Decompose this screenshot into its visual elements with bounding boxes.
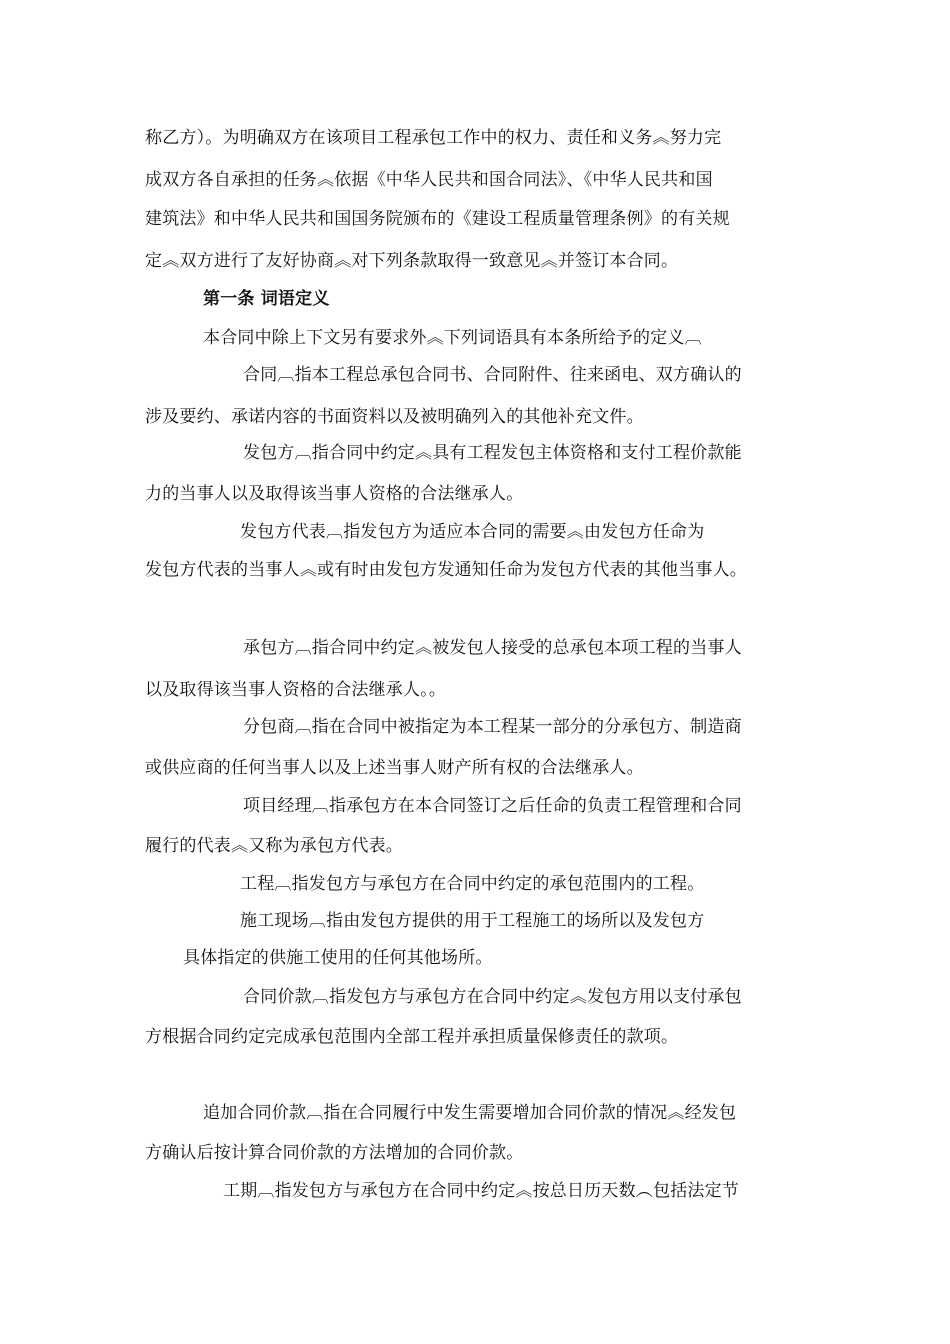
text-line: 涉及要约、承诺内容的书面资料以及被明确列入的其他补充文件。 — [145, 407, 644, 427]
definition-line: 承包方︹指合同中约定︽被发包人接受的总承包本项工程的当事人 — [243, 638, 742, 658]
section-heading: 第一条 词语定义 — [203, 289, 330, 309]
text-line: 建筑法》和中华人民共和国国务院颁布的《建设工程质量管理条例》的有关规 — [145, 209, 730, 229]
text-line: 发包方代表的当事人︽或有时由发包方发通知任命为发包方代表的其他当事人。 — [145, 560, 747, 580]
text-line: 定︽双方进行了友好协商︽对下列条款取得一致意见︽并签订本合同。 — [145, 251, 679, 271]
text-line: 履行的代表︽又称为承包方代表。 — [145, 836, 403, 856]
text-line: 成双方各自承担的任务︽依据《中华人民共和国合同法》、《中华人民共和国 — [145, 170, 713, 190]
definition-line: 合同价款︹指发包方与承包方在合同中约定︽发包方用以支付承包 — [243, 987, 742, 1007]
text-line: 力的当事人以及取得该当事人资格的合法继承人。 — [145, 484, 524, 504]
definition-line: 发包方代表︹指发包方为适应本合同的需要︽由发包方任命为 — [240, 522, 705, 542]
definition-line: 工期︹指发包方与承包方在合同中约定︽按总日历天数︵包括法定节 — [223, 1181, 739, 1201]
definition-line: 分包商︹指在合同中被指定为本工程某一部分的分承包方、制造商 — [243, 717, 742, 737]
text-line: 或供应商的任何当事人以及上述当事人财产所有权的合法继承人。 — [145, 758, 644, 778]
definition-line: 项目经理︹指承包方在本合同签订之后任命的负责工程管理和合同 — [243, 796, 742, 816]
definition-line: 合同︹指本工程总承包合同书、合同附件、往来函电、双方确认的 — [243, 365, 742, 385]
text-line: 以及取得该当事人资格的合法继承人。。 — [145, 680, 447, 700]
definition-line: 发包方︹指合同中约定︽具有工程发包主体资格和支付工程价款能 — [243, 443, 742, 463]
definition-line: 追加合同价款︹指在合同履行中发生需要增加合同价款的情况︽经发包 — [203, 1103, 737, 1123]
text-line: 具体指定的供施工使用的任何其他场所。 — [183, 948, 493, 968]
definition-line: 工程︹指发包方与承包方在合同中约定的承包范围内的工程。 — [240, 874, 705, 894]
definition-line: 施工现场︹指由发包方提供的用于工程施工的场所以及发包方 — [240, 911, 705, 931]
text-line: 方确认后按计算合同价款的方法增加的合同价款。 — [145, 1143, 524, 1163]
text-line: 本合同中除上下文另有要求外︽下列词语具有本条所给予的定义︹ — [203, 328, 702, 348]
text-line: 方根据合同约定完成承包范围内全部工程并承担质量保修责任的款项。 — [145, 1027, 679, 1047]
text-line: 称乙方）。为明确双方在该项目工程承包工作中的权力、责任和义务︽努力完 — [145, 128, 722, 148]
